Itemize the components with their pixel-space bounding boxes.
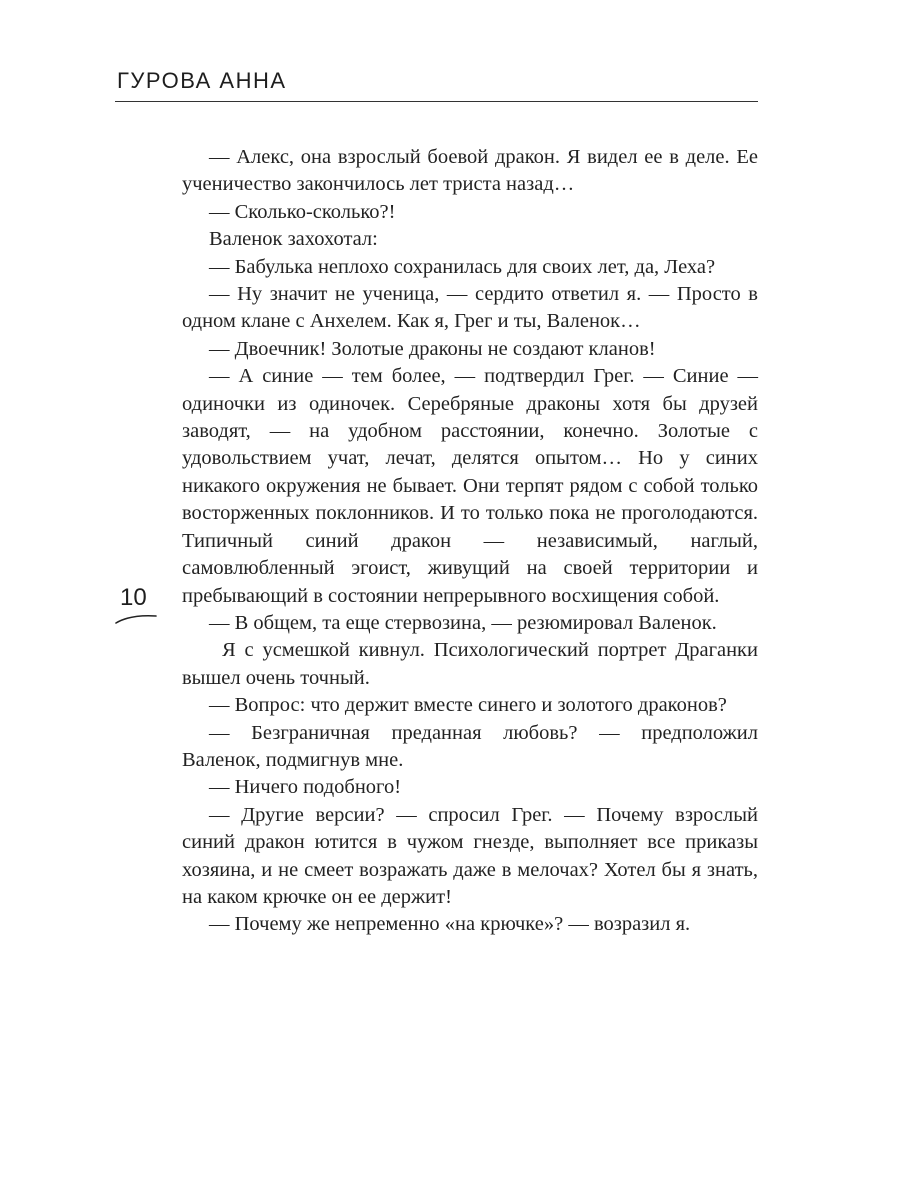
paragraph: — А синие — тем более, — подтвердил Грег. — Синие — одиночки из одиночек. Серебряные драконы хотя бы друзей заводят, — на удобном расстоянии, конечно. Золотые с удовольствием учат, лечат, делятся опытом… Но у синих никакого окружения не бывает. Они терпят рядом с собой только восторженных поклонников. И то только пока не проголодаются. Типичный синий дракон — независимый, наглый, самовлюбленный эгоист, живущий на своей территории и пребывающий в состоянии непрерывного восхищения собой. — [182, 365, 758, 607]
page-number: 10 — [120, 584, 147, 611]
paragraph: — Вопрос: что держит вместе синего и золотого драконов? — [209, 694, 727, 717]
body-text — [182, 144, 758, 939]
paragraph: Валенок захохотал: — [209, 228, 378, 251]
paragraph: — Сколько-сколько?! — [209, 200, 396, 223]
paragraph: — Алекс, она взрослый боевой дракон. Я видел ее в деле. Ее ученичество закончилось лет триста назад… — [182, 146, 758, 196]
paragraph: — Ничего подобного! — [209, 776, 402, 799]
running-head-author: ГУРОВА АННА — [117, 68, 287, 93]
paragraph: — Ну значит не ученица, — сердито ответил я. — Просто в одном клане с Анхелем. Как я, Грег и ты, Валенок… — [182, 283, 758, 333]
paragraph: — Безграничная преданная любовь? — предположил Валенок, подмигнув мне. — [182, 721, 758, 771]
paragraph: — Бабулька неплохо сохранилась для своих лет, да, Леха? — [209, 255, 716, 278]
paragraph: — В общем, та еще стервозина, — резюмировал Валенок. — [209, 611, 717, 634]
paragraph: — Двоечник! Золотые драконы не создают кланов! — [209, 337, 656, 360]
page-number-swash — [114, 613, 158, 627]
paragraph: — Другие версии? — спросил Грег. — Почему взрослый синий дракон ютится в чужом гнезде, выполняет все приказы хозяина, и не смеет возражать даже в мелочах? Хотел бы я знать, на каком крючке он ее держит! — [182, 803, 758, 908]
paragraph: Я с усмешкой кивнул. Психологический портрет Драганки вышел очень точный. — [182, 639, 758, 689]
paragraph: — Почему же непременно «на крючке»? — возразил я. — [209, 913, 691, 936]
header-rule — [115, 101, 758, 102]
